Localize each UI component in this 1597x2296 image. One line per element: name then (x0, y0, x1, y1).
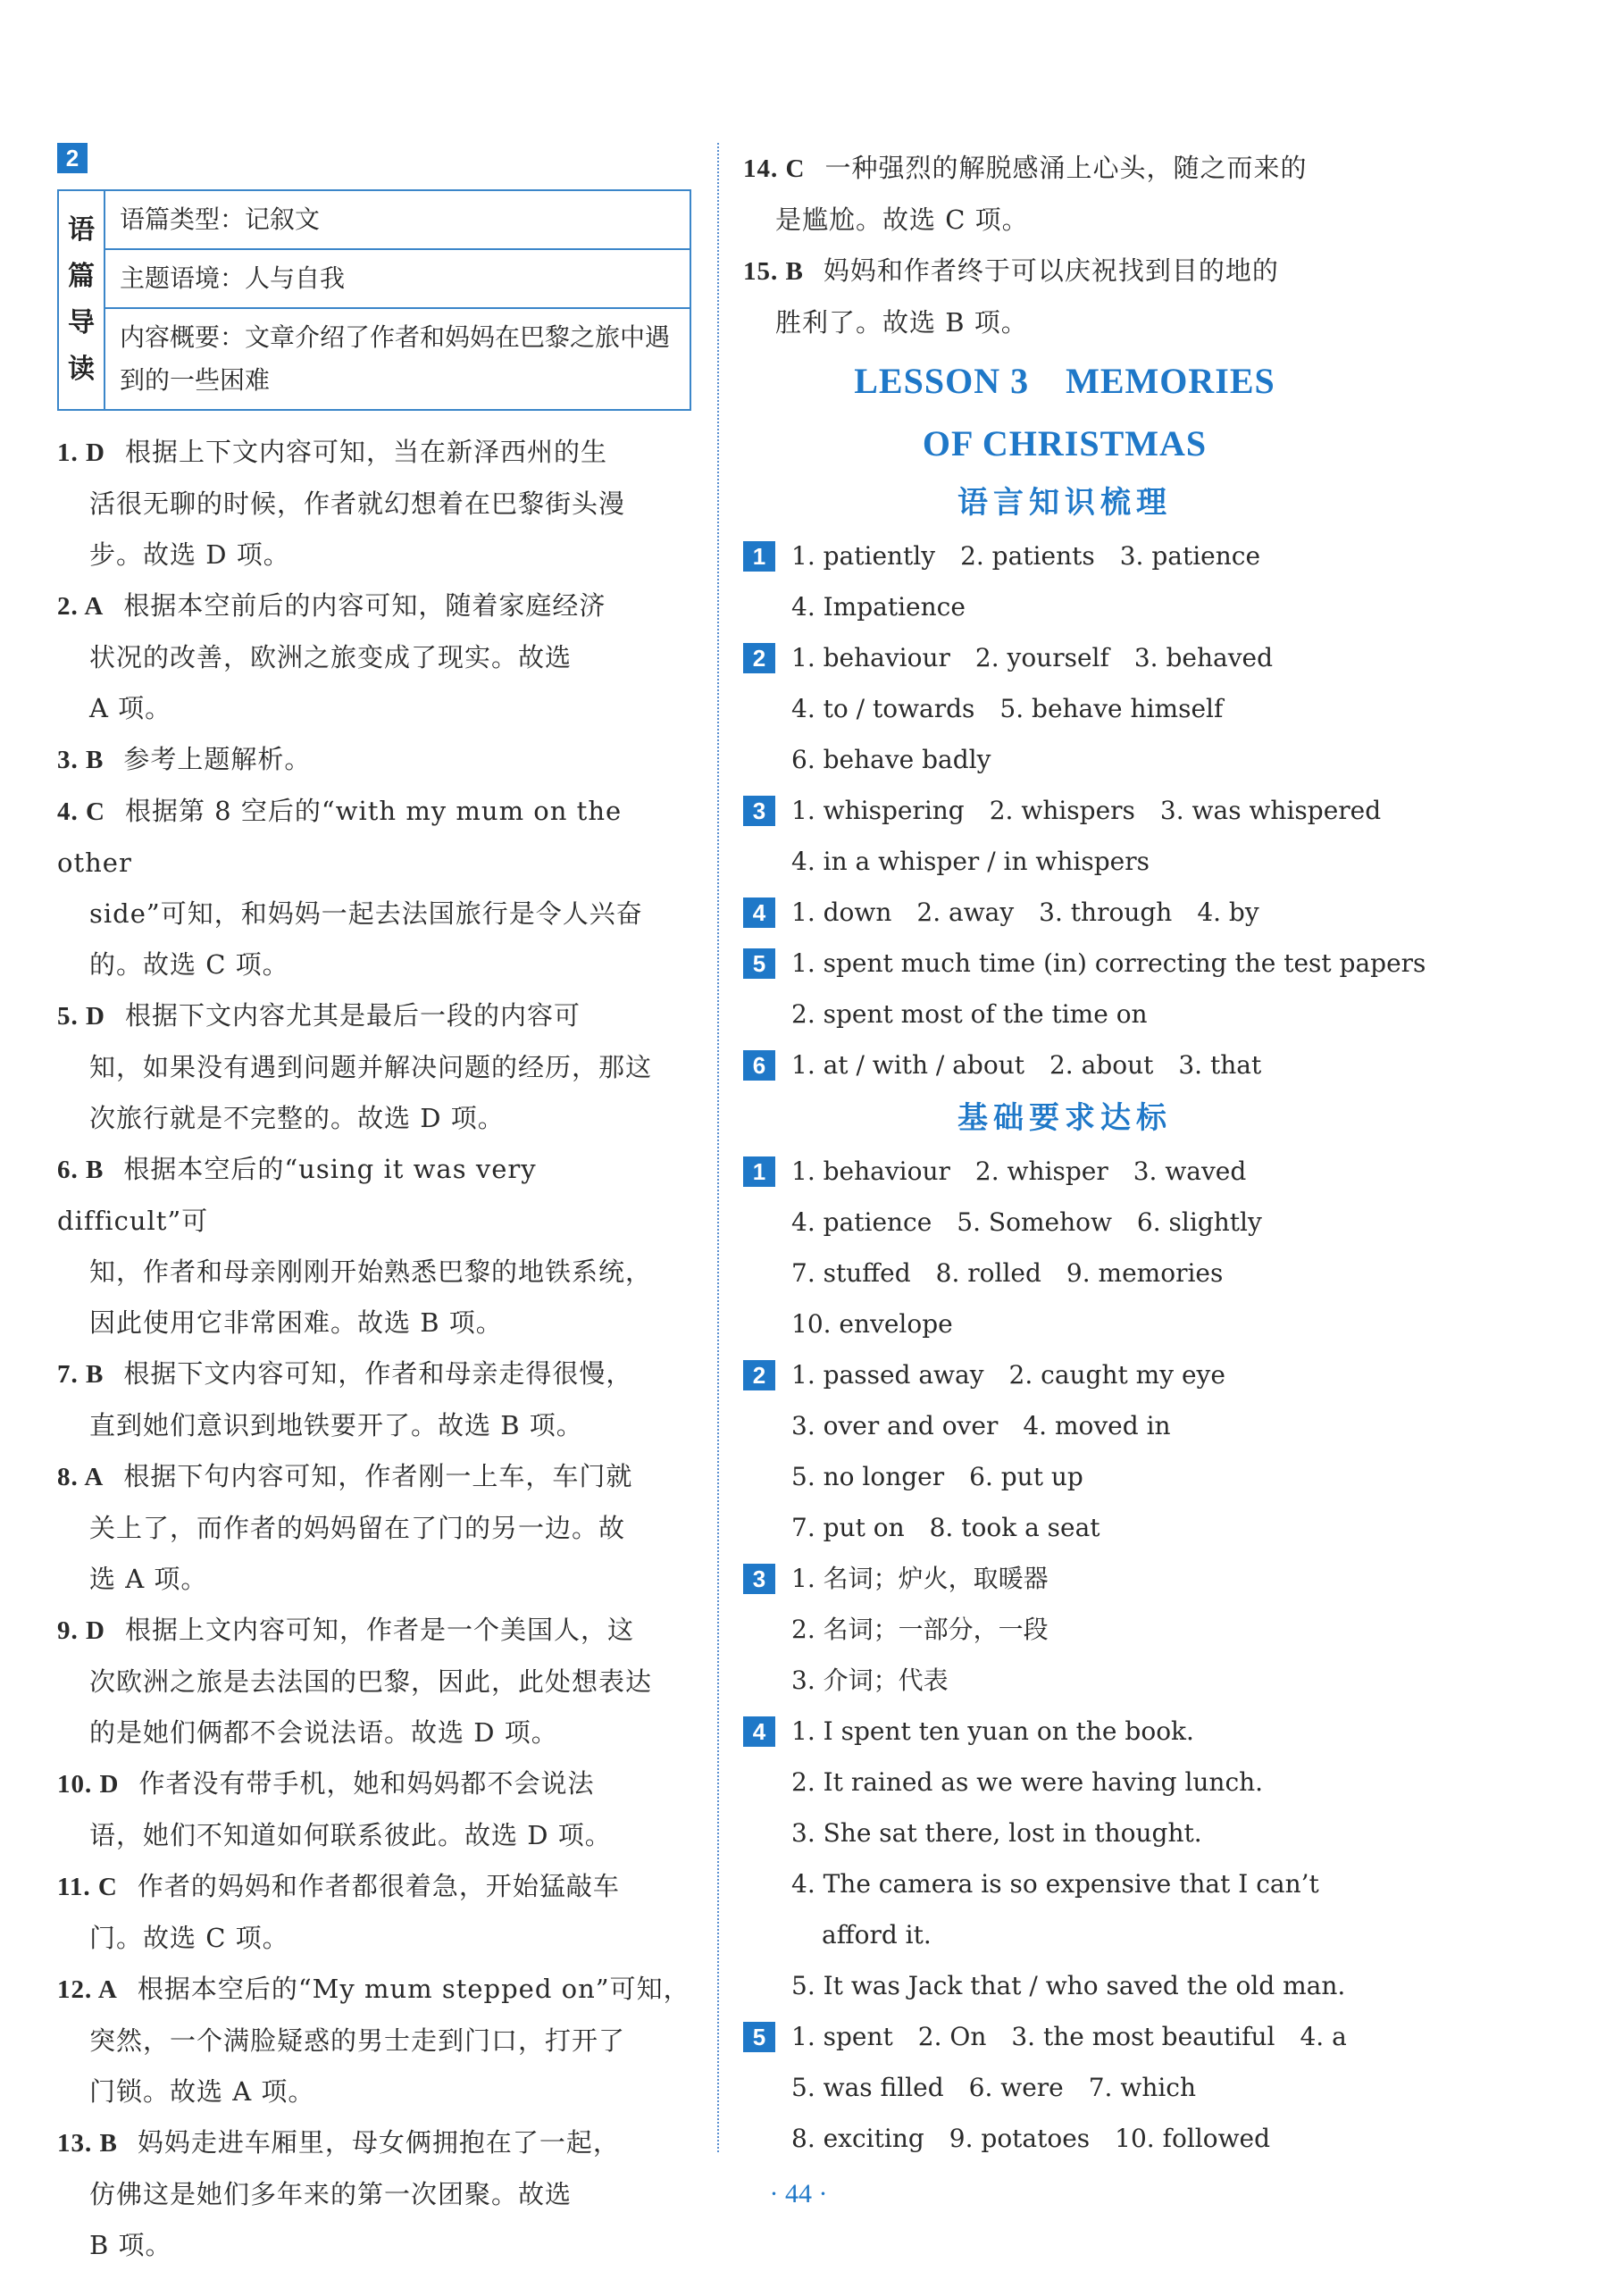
answer-text: 胜利了。故选 B 项。 (775, 307, 1028, 338)
answer-text: 突然，一个满脸疑惑的男士走到门口，打开了 (89, 2025, 626, 2056)
left-column (57, 143, 691, 2271)
exercise-group (743, 1553, 1386, 1706)
group-answer-line: 5. It was Jack that / who saved the old man. (791, 1971, 1346, 2000)
answer-number: 14. C (743, 154, 806, 183)
answer-text: 根据上下文内容可知，当在新泽西州的生 (124, 437, 607, 467)
exercise-group (743, 1706, 1386, 2011)
answer-item (57, 1758, 691, 1861)
answer-text: 根据下文内容尤其是最后一段的内容可 (124, 1000, 581, 1031)
answer-item (57, 1144, 691, 1348)
exercise-group (743, 530, 1386, 632)
group-answer-line: 1. down 2. away 3. through 4. by (791, 898, 1259, 927)
answer-number: 3. B (57, 746, 105, 774)
knowledge-groups (743, 530, 1426, 1090)
answer-number: 13. B (57, 2129, 118, 2158)
answer-text: 根据本空后的“using it was very difficult”可 (57, 1154, 537, 1236)
answer-text: 直到她们意识到地铁要开了。故选 B 项。 (89, 1410, 583, 1440)
answer-item (57, 1348, 691, 1451)
exercise-group (743, 1146, 1386, 1349)
answer-text: 根据本空后的“My mum stepped on”可知， (137, 1974, 690, 2004)
answer-text: 语，她们不知道如何联系彼此。故选 D 项。 (89, 1820, 612, 1850)
answer-first-line (57, 2117, 691, 2169)
answer-text: 根据下句内容可知，作者刚一上车，车门就 (123, 1461, 633, 1491)
answer-first-line (57, 1964, 691, 2016)
lesson-title-line-2: OF CHRISTMAS (922, 423, 1208, 463)
group-answer-line: 1. 名词；炉火，取暖器 (791, 1564, 1049, 1593)
answer-first-line (57, 1348, 691, 1400)
group-number-badge: 1 (743, 1156, 775, 1187)
group-number-badge: 3 (743, 796, 775, 826)
group-answer-line: 4. The camera is so expensive that I can’t (791, 1869, 1319, 1899)
group-answer-line: 4. patience 5. Somehow 6. slightly (791, 1207, 1262, 1237)
group-answer-line: 1. behaviour 2. yourself 3. behaved (791, 643, 1274, 672)
answer-first-line (743, 246, 1386, 297)
answer-text: 次旅行就是不完整的。故选 D 项。 (89, 1103, 505, 1133)
exercise-group (743, 2011, 1386, 2164)
answer-text: 是尴尬。故选 C 项。 (775, 205, 1029, 235)
answer-number: 6. B (57, 1156, 105, 1184)
answer-first-line (57, 1758, 691, 1810)
answer-number: 9. D (57, 1616, 105, 1645)
guide-rows (105, 191, 690, 409)
answer-number: 10. D (57, 1770, 120, 1799)
knowledge-section-title: 语言知识梳理 (957, 485, 1172, 521)
answer-number: 12. A (57, 1975, 118, 2004)
group-answer-line: 3. 介词；代表 (791, 1666, 949, 1695)
reading-guide-box (57, 189, 691, 411)
answer-first-line (57, 1451, 691, 1503)
answer-text: 状况的改善，欧洲之旅变成了现实。故选 (89, 642, 573, 672)
answer-first-line (57, 734, 691, 786)
group-answer-line: 1. passed away 2. caught my eye (791, 1360, 1225, 1390)
group-answer-line: 1. spent much time (in) correcting the test papers (791, 948, 1426, 978)
answer-text: 的。故选 C 项。 (89, 949, 289, 980)
group-answer-line: 4. in a whisper / in whispers (791, 847, 1150, 876)
group-answer-line: 4. Impatience (791, 592, 966, 622)
answer-first-line (57, 1605, 691, 1657)
group-answer-line: 2. It rained as we were having lunch. (791, 1767, 1264, 1797)
section-badge: 2 (57, 143, 88, 173)
answer-text: 根据本空前后的内容可知，随着家庭经济 (123, 590, 606, 621)
group-answer-line: 1. at / with / about 2. about 3. that (791, 1050, 1262, 1080)
group-number-badge: 4 (743, 1716, 775, 1747)
answer-item (57, 580, 691, 734)
guide-theme: 主题语境：人与自我 (105, 250, 690, 309)
answer-text: 知，作者和母亲刚刚开始熟悉巴黎的地铁系统， (89, 1257, 653, 1287)
group-answer-line: 1. whispering 2. whispers 3. was whispered (791, 796, 1382, 825)
answer-text: 因此使用它非常困难。故选 B 项。 (89, 1307, 503, 1338)
answer-text: B 项。 (89, 2230, 172, 2260)
answer-item (57, 786, 691, 990)
answer-item (57, 1964, 691, 2117)
answer-first-line (57, 1144, 691, 1247)
group-answer-line: 5. was filled 6. were 7. which (791, 2073, 1197, 2102)
answer-first-line (57, 580, 691, 632)
answer-text: 根据下文内容可知，作者和母亲走得很慢， (123, 1358, 633, 1389)
exercise-group (743, 1349, 1386, 1553)
answer-text: 关上了，而作者的妈妈留在了门的另一边。故 (89, 1513, 626, 1543)
group-number-badge: 1 (743, 541, 775, 572)
exercise-group (743, 1039, 1386, 1090)
answer-number: 7. B (57, 1360, 105, 1389)
answer-number: 11. C (57, 1873, 118, 1901)
group-answer-line: 7. stuffed 8. rolled 9. memories (791, 1258, 1224, 1288)
answer-number: 8. A (57, 1463, 105, 1491)
answer-text: 仿佛这是她们多年来的第一次团聚。故选 (89, 2179, 573, 2209)
group-answer-line: 2. 名词；一部分，一段 (791, 1615, 1049, 1644)
guide-side-char: 导 (68, 307, 95, 338)
answer-text: 门锁。故选 A 项。 (89, 2076, 315, 2107)
guide-side-char: 读 (68, 354, 95, 385)
answer-first-line (57, 786, 691, 889)
group-answer-line: 1. patiently 2. patients 3. patience (791, 541, 1261, 571)
answer-text: 的是她们俩都不会说法语。故选 D 项。 (89, 1717, 558, 1748)
left-answer-list (57, 427, 691, 2271)
answer-text: 一种强烈的解脱感涌上心头，随之而来的 (824, 153, 1308, 183)
group-number-badge: 4 (743, 898, 775, 928)
guide-text-type: 语篇类型：记叙文 (105, 191, 690, 250)
group-number-badge: 6 (743, 1050, 775, 1081)
exercise-group (743, 632, 1386, 785)
group-number-badge: 2 (743, 1360, 775, 1390)
answer-text: 步。故选 D 项。 (89, 539, 290, 570)
answer-number: 4. C (57, 797, 105, 826)
group-answer-line: 10. envelope (791, 1309, 953, 1339)
group-number-badge: 3 (743, 1564, 775, 1594)
group-answer-line: 2. spent most of the time on (791, 999, 1148, 1029)
answer-item (743, 143, 1386, 246)
exercise-group (743, 785, 1386, 887)
answer-text: side”可知，和妈妈一起去法国旅行是令人兴奋 (89, 898, 643, 929)
answer-number: 5. D (57, 1002, 105, 1031)
answer-item (743, 246, 1386, 348)
group-answer-line: 6. behave badly (791, 745, 991, 774)
answer-text: 知，如果没有遇到问题并解决问题的经历，那这 (89, 1052, 653, 1082)
lesson-title-line-1: LESSON 3 MEMORIES (854, 361, 1275, 401)
group-answer-line: 3. over and over 4. moved in (791, 1411, 1171, 1440)
exercise-group (743, 887, 1386, 938)
group-answer-line: 8. exciting 9. potatoes 10. followed (791, 2124, 1271, 2153)
guide-summary: 内容概要：文章介绍了作者和妈妈在巴黎之旅中遇到的一些困难 (120, 322, 671, 395)
answer-text: 妈妈和作者终于可以庆祝找到目的地的 (823, 255, 1279, 286)
basic-section-title: 基础要求达标 (957, 1100, 1172, 1136)
answer-first-line (743, 143, 1386, 195)
answer-first-line (57, 990, 691, 1042)
basic-groups (743, 1146, 1386, 2164)
group-answer-line: 7. put on 8. took a seat (791, 1513, 1100, 1542)
answer-item (57, 1605, 691, 1758)
answer-text: 活很无聊的时候，作者就幻想着在巴黎街头漫 (89, 488, 626, 519)
answer-text: 选 A 项。 (89, 1564, 208, 1594)
group-answer-line: 3. She sat there, lost in thought. (791, 1818, 1202, 1848)
answer-text: 次欧洲之旅是去法国的巴黎，因此，此处想表达 (89, 1666, 653, 1697)
guide-side-label (59, 191, 105, 409)
right-answer-list (743, 143, 1386, 348)
answer-text: 作者的妈妈和作者都很着急，开始猛敲车 (137, 1871, 620, 1901)
group-answer-line: 5. no longer 6. put up (791, 1462, 1083, 1491)
group-number-badge: 5 (743, 2022, 775, 2052)
group-number-badge: 2 (743, 643, 775, 673)
exercise-group (743, 938, 1426, 1039)
answer-item (57, 427, 691, 580)
group-number-badge: 5 (743, 948, 775, 979)
answer-first-line (57, 1861, 691, 1913)
group-answer-line: 1. spent 2. On 3. the most beautiful 4. a (791, 2022, 1347, 2051)
answer-first-line (57, 427, 691, 479)
answer-item (57, 1451, 691, 1605)
answer-text: 妈妈走进车厢里，母女俩拥抱在了一起， (137, 2127, 620, 2158)
answer-text: 参考上题解析。 (123, 744, 312, 774)
guide-side-char: 篇 (68, 261, 95, 292)
page-number: · 44 · (769, 2179, 828, 2208)
answer-text: A 项。 (89, 693, 172, 723)
group-answer-line: 1. behaviour 2. whisper 3. waved (791, 1156, 1247, 1186)
answer-text: 门。故选 C 项。 (89, 1923, 289, 1953)
answer-item (57, 734, 691, 786)
right-column (743, 143, 1426, 2164)
column-divider (717, 143, 719, 2152)
answer-text: 根据第 8 空后的“with my mum on the other (57, 796, 623, 878)
group-answer-line: 1. I spent ten yuan on the book. (791, 1716, 1194, 1746)
answer-item (57, 1861, 691, 1964)
answer-number: 15. B (743, 257, 804, 286)
answer-number: 2. A (57, 592, 105, 621)
answer-number: 1. D (57, 438, 105, 467)
guide-side-char: 语 (68, 214, 95, 246)
group-answer-line: afford it. (822, 1920, 932, 1950)
answer-text: 根据上文内容可知，作者是一个美国人，这 (124, 1615, 634, 1645)
answer-item (57, 990, 691, 1144)
answer-text: 作者没有带手机，她和妈妈都不会说法 (138, 1768, 595, 1799)
group-answer-line: 4. to / towards 5. behave himself (791, 694, 1224, 723)
